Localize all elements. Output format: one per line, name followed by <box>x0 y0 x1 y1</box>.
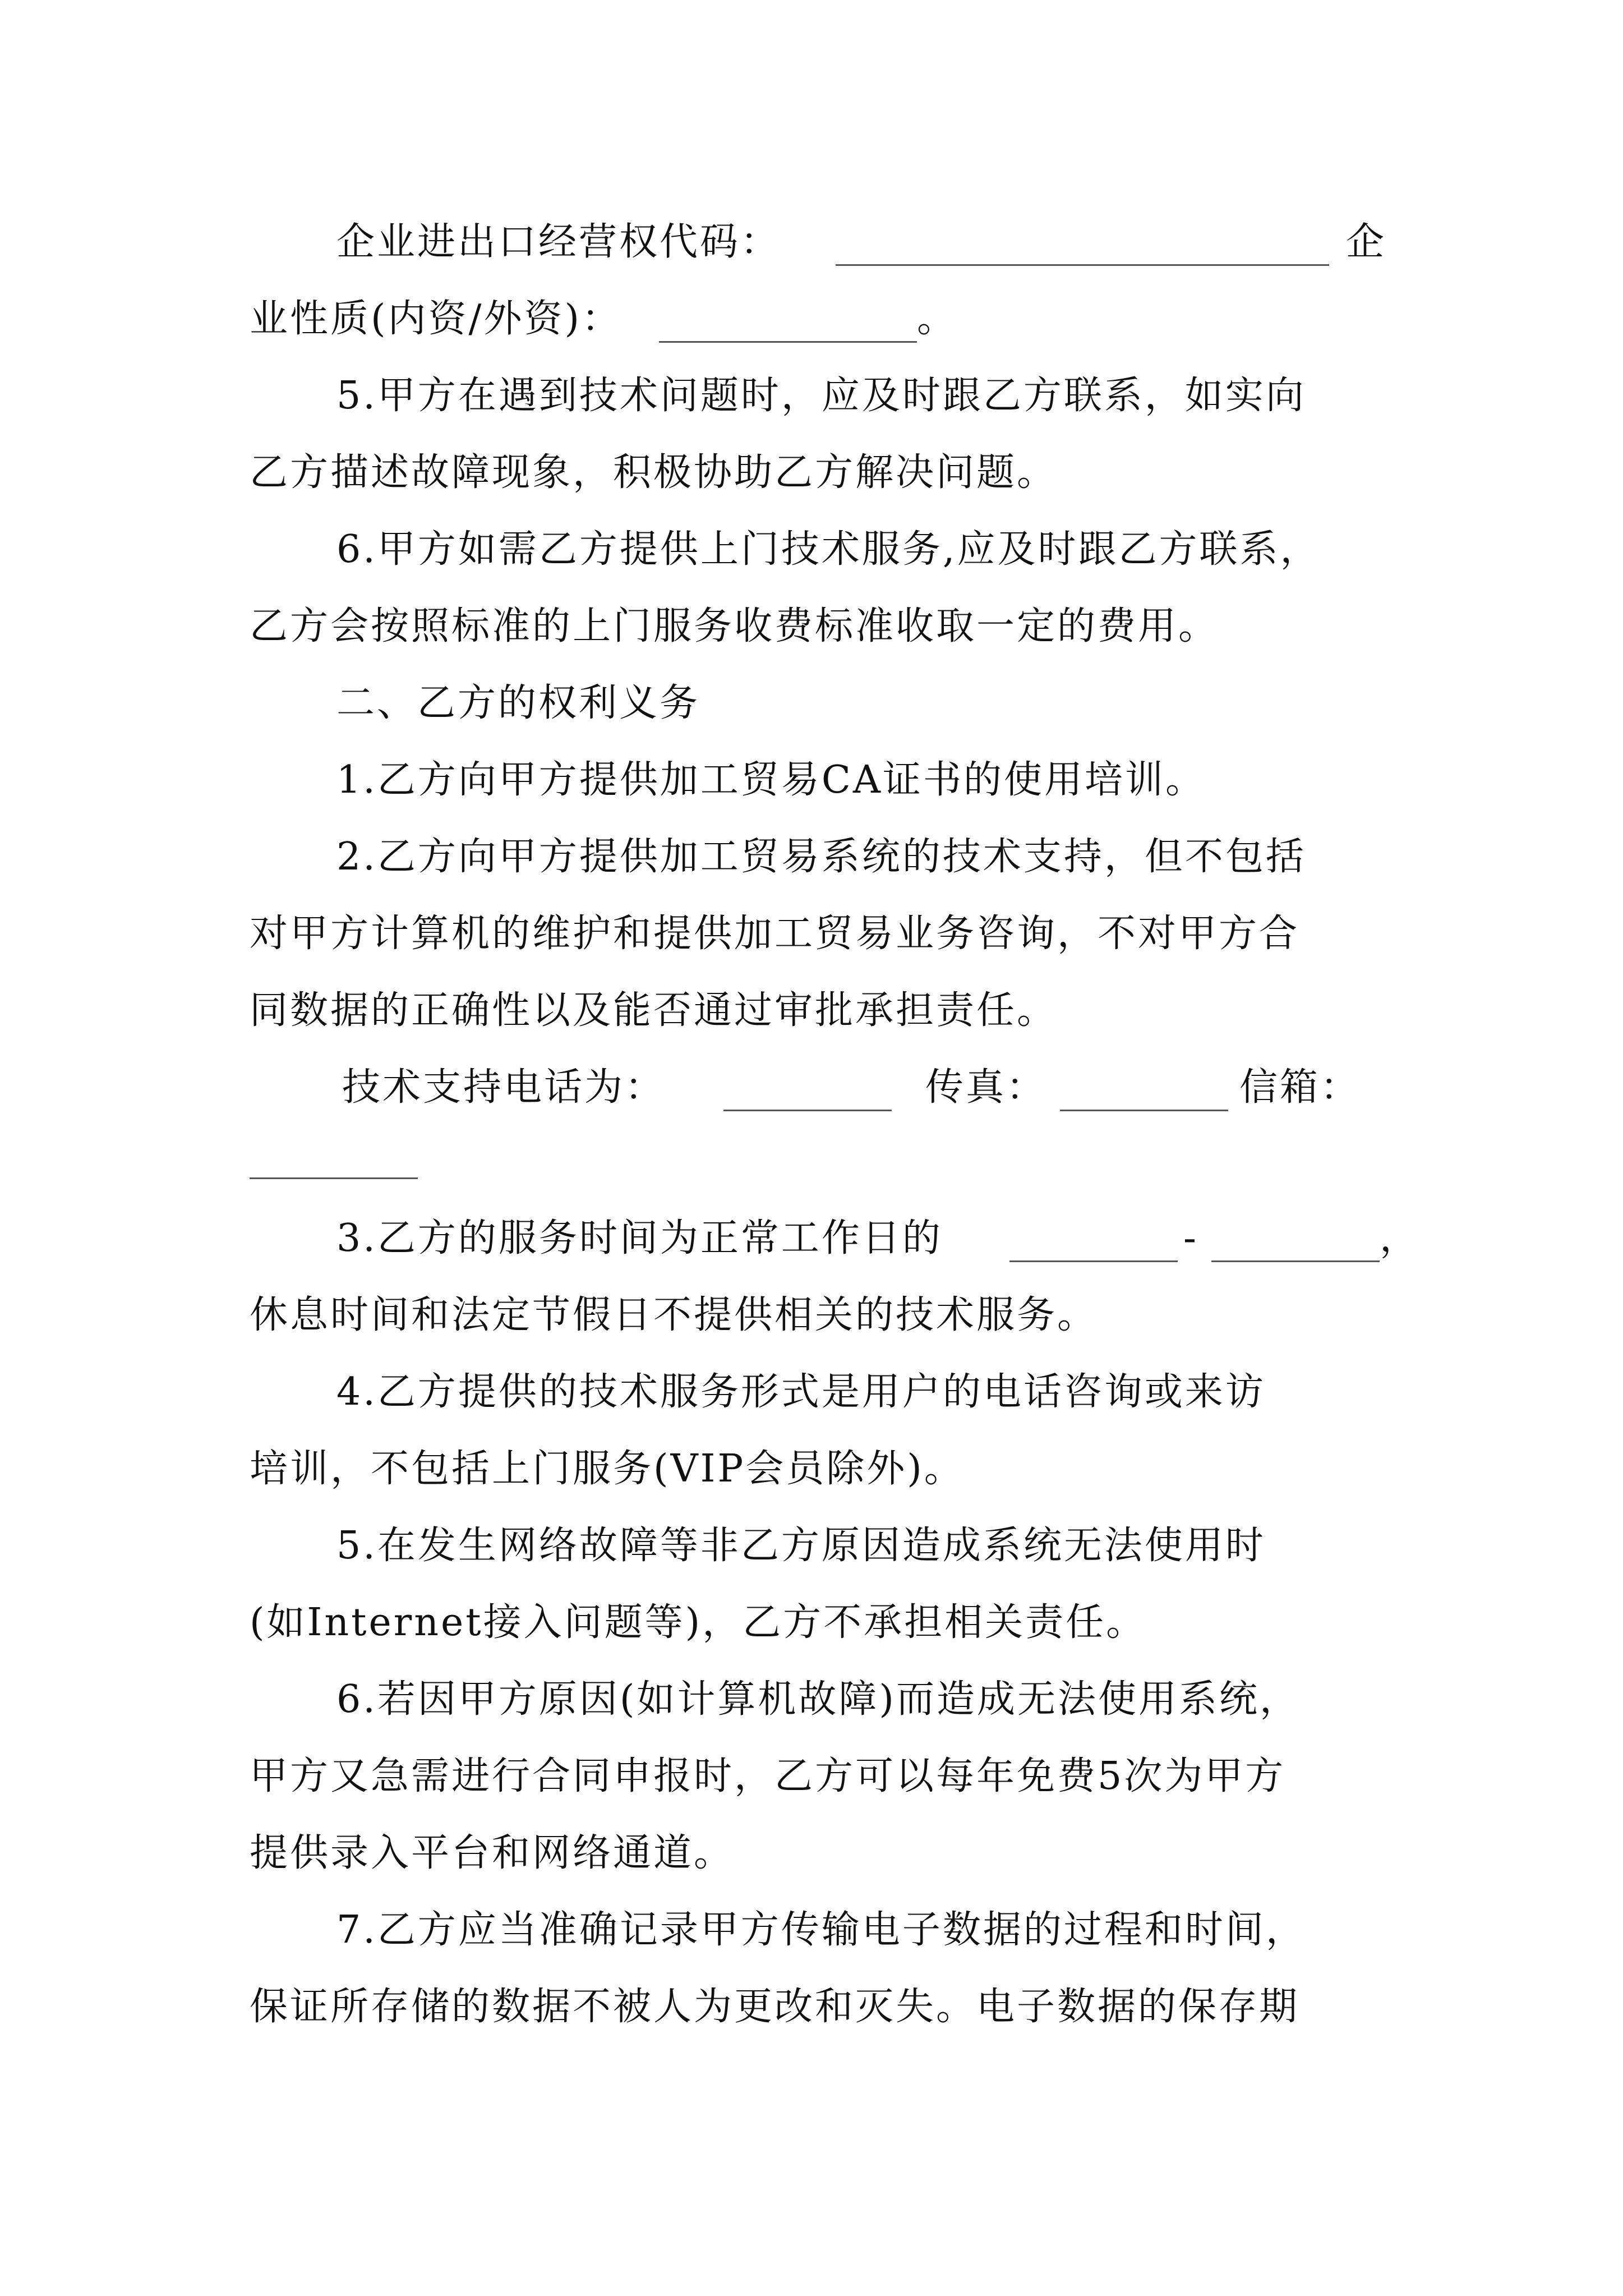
text-export-code-label: 企业进出口经营权代码： <box>336 220 781 264</box>
text-line-14 <box>336 1216 943 1260</box>
blank-fax <box>1060 1109 1228 1111</box>
blank-enterprise-nature <box>659 341 917 343</box>
text-wrap-char: 企 <box>1346 220 1387 264</box>
section-heading-party-b: 二、乙方的权利义务 <box>336 681 700 725</box>
text-line-18: 5.在发生网络故障等非乙方原因造成系统无法使用时 <box>336 1524 1266 1568</box>
text-period: 。 <box>917 297 958 341</box>
text-line-21: 甲方又急需进行合同申报时，乙方可以每年免费5次为甲方 <box>250 1754 1286 1798</box>
blank-support-phone <box>723 1109 892 1111</box>
text-line-16: 4.乙方提供的技术服务形式是用户的电话咨询或来访 <box>336 1370 1266 1414</box>
text-line-22: 提供录入平台和网络通道。 <box>250 1831 735 1875</box>
blank-export-code <box>836 264 1329 266</box>
text-comma: ， <box>1380 1216 1421 1260</box>
text-line-1-end <box>1346 220 1387 264</box>
text-line-1 <box>336 220 781 264</box>
text-line-5: 6.甲方如需乙方提供上门技术服务,应及时跟乙方联系， <box>336 527 1321 572</box>
text-line-3: 5.甲方在遇到技术问题时，应及时跟乙方联系，如实向 <box>336 374 1306 418</box>
text-line-6: 乙方会按照标准的上门服务收费标准收取一定的费用。 <box>250 604 1219 648</box>
text-line-23: 7.乙方应当准确记录甲方传输电子数据的过程和时间， <box>336 1908 1306 1952</box>
text-line-4: 乙方描述故障现象，积极协助乙方解决问题。 <box>250 450 1058 495</box>
text-line-2 <box>250 297 622 341</box>
text-line-8: 1.乙方向甲方提供加工贸易CA证书的使用培训。 <box>336 758 1206 802</box>
blank-email <box>250 1177 418 1179</box>
text-service-hours-label: 3.乙方的服务时间为正常工作日的 <box>336 1216 943 1260</box>
blank-service-start <box>1009 1260 1178 1262</box>
text-line-19: (如Internet接入问题等)，乙方不承担相关责任。 <box>250 1600 1147 1645</box>
text-line-24: 保证所存储的数据不被人为更改和灭失。电子数据的保存期 <box>250 1985 1300 2029</box>
text-line-17: 培训，不包括上门服务(VIP会员除外)。 <box>250 1447 965 1491</box>
blank-service-end <box>1211 1260 1380 1262</box>
text-support-phone-label: 技术支持电话为： <box>342 1065 666 1110</box>
text-line-10: 对甲方计算机的维护和提供加工贸易业务咨询，不对甲方合 <box>250 912 1300 956</box>
text-line-15: 休息时间和法定节假日不提供相关的技术服务。 <box>250 1293 1098 1337</box>
text-line-2-end <box>917 297 958 341</box>
text-enterprise-nature-label: 业性质(内资/外资)： <box>250 297 622 341</box>
text-line-20: 6.若因甲方原因(如计算机故障)而造成无法使用系统， <box>336 1677 1300 1722</box>
text-line-9: 2.乙方向甲方提供加工贸易系统的技术支持，但不包括 <box>336 835 1306 879</box>
text-dash: - <box>1183 1216 1198 1260</box>
text-line-11: 同数据的正确性以及能否通过审批承担责任。 <box>250 988 1058 1033</box>
text-fax-label: 传真： <box>925 1065 1047 1110</box>
text-email-label: 信箱： <box>1239 1065 1361 1110</box>
